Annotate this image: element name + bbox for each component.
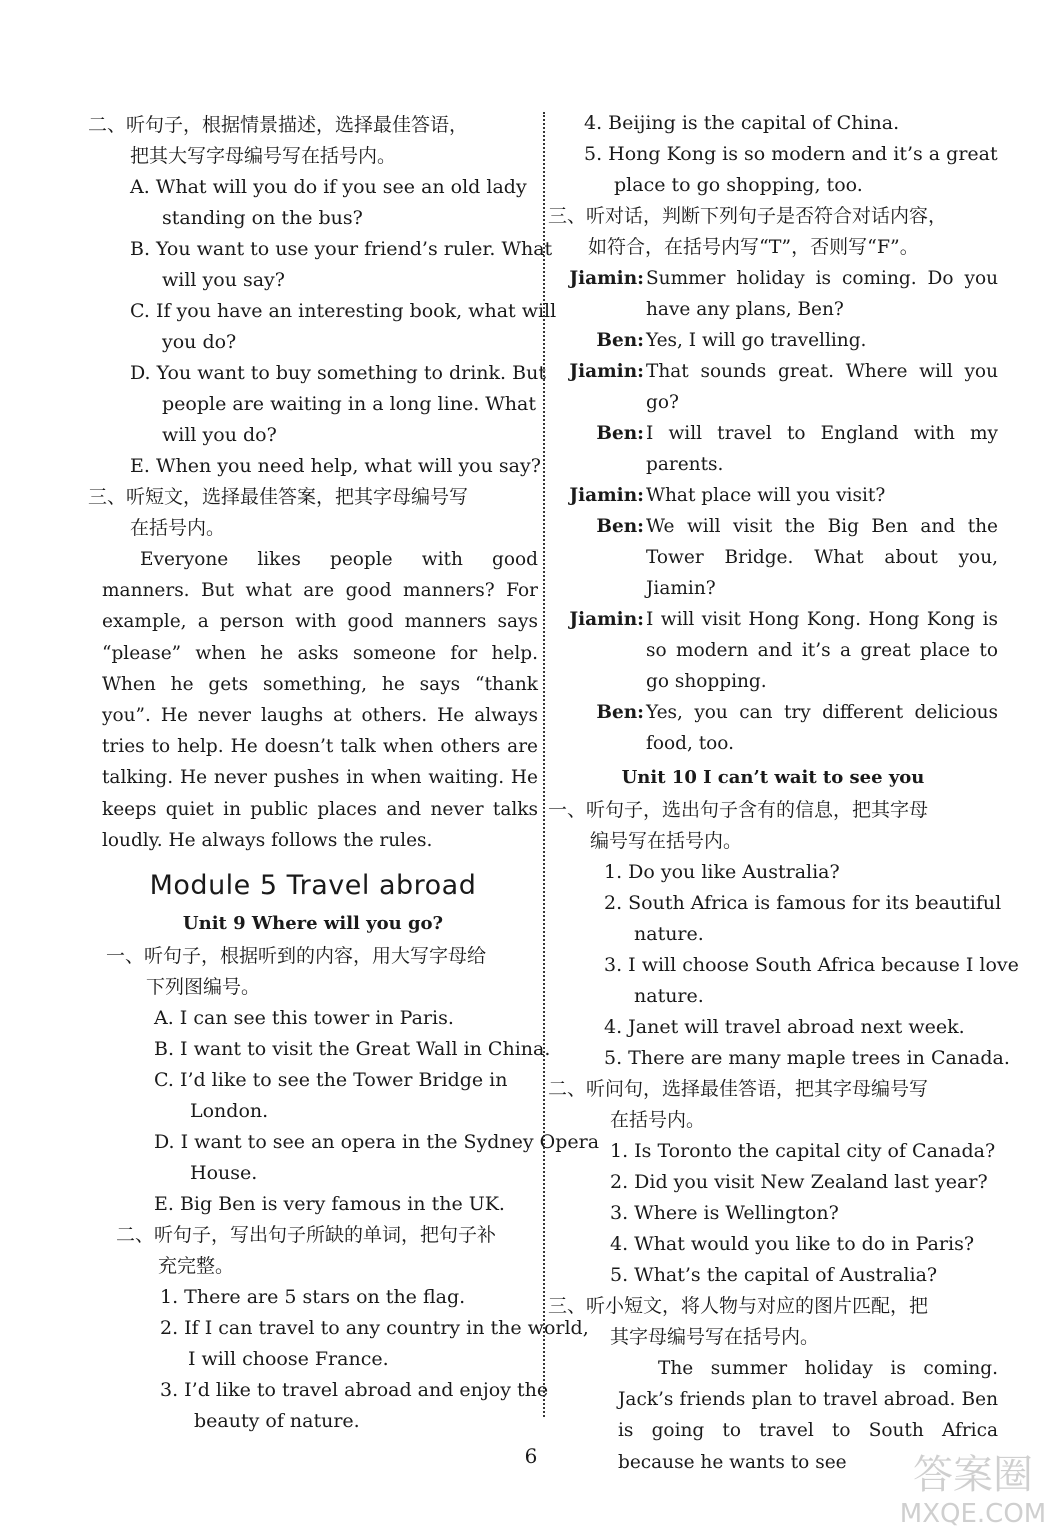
passage [88,544,538,856]
section-heading: 一、听句子，选出句子含有的信息，把其字母 [548,799,929,821]
list-item: 1. There are 5 stars on the flag. [160,1286,466,1309]
section-heading: 三、听短文，选择最佳答案，把其字母编号写 [88,486,469,508]
utterance: What place will you visit? [646,485,886,506]
section-heading-cont: 编号写在括号内。 [590,830,743,852]
passage-text: The summer holiday is coming. Jack’s friends plan to travel abroad. Ben is going to travel to South Africa because he wants to see [618,1358,998,1473]
list-item: B. You want to use your friend’s ruler. What [130,238,553,260]
dialog-line [548,325,998,356]
list-item: 4. Janet will travel abroad next week. [604,1016,965,1038]
passage-text: Everyone likes people with good manners. But what are good manners? For example, a person with good manners says “please” when he asks someone for help. When he gets something, he says “thank you”. He never laughs at others. He always tries to help. He doesn’t talk when others are talking. He never pushes in when waiting. He keeps quiet in public places and never talks loudly. He always follows the rules. [102,549,538,851]
module-title: Module 5 Travel abroad [149,870,477,902]
dialog-line [548,263,998,325]
list-item: 2. If I can travel to any country in the world, [160,1317,589,1340]
section-heading-cont: 在括号内。 [130,517,226,539]
section-heading-cont: 充完整。 [158,1255,235,1278]
list-item: House. [190,1162,258,1185]
speaker: Ben: [596,423,644,444]
dialog-line [548,480,998,511]
list-item: nature. [634,985,704,1007]
list-item: A. What will you do if you see an old lady [130,176,527,198]
speaker: Ben: [596,330,644,351]
unit-title: Unit 10 I can’t wait to see you [621,767,925,788]
speaker: Jiamin: [569,361,644,382]
section-heading-cont: 其字母编号写在括号内。 [610,1326,820,1348]
list-item: 3. I’d like to travel abroad and enjoy the [160,1379,549,1402]
watermark-domain: MXQE.COM [899,1499,1047,1529]
section-heading-cont: 下列图编号。 [146,976,261,999]
section-heading: 三、听小短文，将人物与对应的图片匹配，把 [548,1295,929,1317]
list-item: B. I want to visit the Great Wall in China. [154,1038,551,1061]
section-heading: 二、听句子，写出句子所缺的单词，把句子补 [116,1224,497,1247]
list-item: place to go shopping, too. [614,174,863,196]
utterance: Yes, I will go travelling. [646,330,867,351]
list-item: C. I’d like to see the Tower Bridge in [154,1069,508,1092]
list-item: C. If you have an interesting book, what will [130,300,557,322]
unit-title: Unit 9 Where will you go? [182,913,444,935]
list-item: A. I can see this tower in Paris. [154,1007,454,1030]
list-item: 2. Did you visit New Zealand last year? [610,1171,988,1193]
dialog-line [548,418,998,480]
watermark-text: 答案圈 [913,1452,1033,1498]
utterance: I will visit Hong Kong. Hong Kong is so modern and it’s a great place to go shopping. [646,609,998,692]
speaker: Jiamin: [569,268,644,289]
section-heading-cont: 在括号内。 [610,1109,706,1131]
list-item: 5. Hong Kong is so modern and it’s a great [584,143,998,165]
dialog-line [548,511,998,604]
list-item: D. You want to buy something to drink. But [130,362,546,384]
utterance: That sounds great. Where will you go? [646,361,998,413]
speaker: Jiamin: [569,609,644,630]
left-column [88,110,600,1437]
page-number: 6 [524,1444,538,1468]
speaker: Jiamin: [569,485,644,506]
section-heading-cont: 把其大写字母编号写在括号内。 [130,145,397,167]
dialog-line [548,356,998,418]
utterance: Yes, you can try different delicious food, too. [646,702,998,754]
list-item: 2. South Africa is famous for its beautiful [604,892,1002,914]
section-heading: 一、听句子，根据听到的内容，用大写字母给 [106,945,487,968]
list-item: you do? [162,331,237,353]
section-heading-cont: 如符合，在括号内写“T”，否则写“F”。 [588,236,919,258]
list-item: 3. I will choose South Africa because I love [604,954,1019,976]
list-item: E. Big Ben is very famous in the UK. [154,1193,505,1216]
list-item: nature. [634,923,704,945]
right-column [548,108,1019,1478]
list-item: E. When you need help, what will you say? [130,455,541,477]
list-item: standing on the bus? [162,207,363,229]
list-item: beauty of nature. [194,1410,360,1433]
section-heading: 二、听问句，选择最佳答语，把其字母编号写 [548,1078,929,1100]
section-heading: 二、听句子，根据情景描述，选择最佳答语， [88,114,469,136]
list-item: will you do? [162,424,277,446]
list-item: London. [190,1100,269,1123]
speaker: Ben: [596,702,644,723]
speaker: Ben: [596,516,644,537]
list-item: 3. Where is Wellington? [610,1202,839,1224]
list-item: 4. What would you like to do in Paris? [610,1233,975,1255]
list-item: 5. There are many maple trees in Canada. [604,1047,1010,1069]
list-item: 1. Do you like Australia? [604,861,840,883]
list-item: I will choose France. [188,1348,389,1371]
list-item: people are waiting in a long line. What [162,393,536,415]
list-item: 5. What’s the capital of Australia? [610,1264,938,1286]
list-item: 4. Beijing is the capital of China. [584,112,900,134]
utterance: We will visit the Big Ben and the Tower Bridge. What about you, Jiamin? [646,516,998,599]
list-item: will you say? [162,269,285,291]
watermark-logo [898,1444,1048,1530]
dialog-line [548,697,998,759]
section-heading: 三、听对话，判断下列句子是否符合对话内容， [548,205,948,227]
utterance: Summer holiday is coming. Do you have any plans, Ben? [646,268,998,320]
dialog-line [548,604,998,697]
utterance: I will travel to England with my parents. [646,423,998,475]
list-item: 1. Is Toronto the capital city of Canada? [610,1140,996,1162]
list-item: D. I want to see an opera in the Sydney Opera [154,1131,600,1154]
